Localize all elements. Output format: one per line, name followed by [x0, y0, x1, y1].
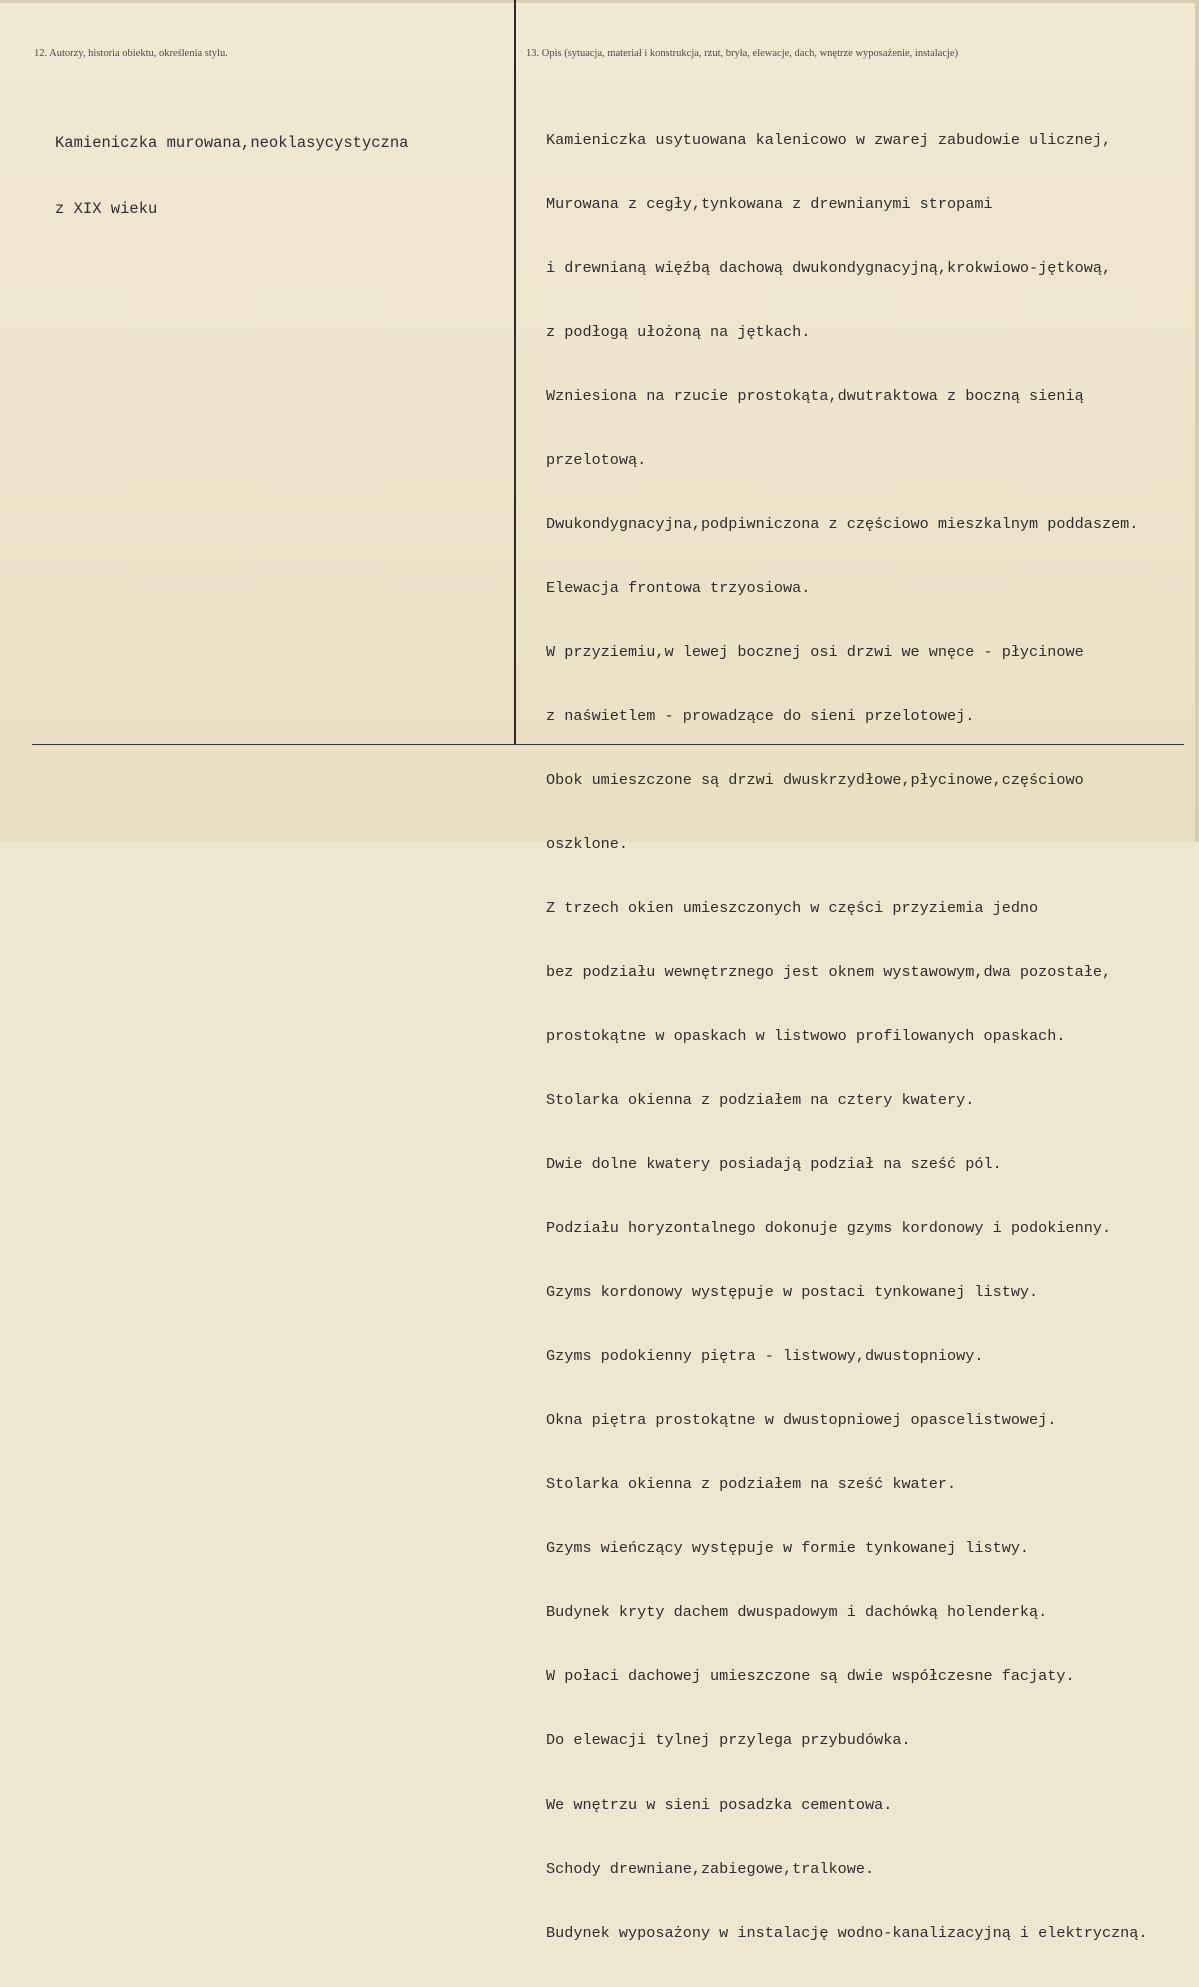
paper-top-edge — [0, 0, 1199, 3]
section-13-line: i drewnianą więźbą dachową dwukondygnacyjną,krokwiowo-jętkową, — [546, 258, 1112, 277]
section-12-line: z XIX wieku — [55, 200, 158, 218]
section-13-line: Gzyms kordonowy występuje w postaci tynkowanej listwy. — [546, 1283, 1039, 1302]
section-13-text — [546, 87, 1196, 1987]
section-13-line: Elewacja frontowa trzyosiowa. — [546, 578, 811, 597]
section-13-line: Do elewacji tylnej przylega przybudówka. — [546, 1731, 911, 1750]
section-12-line: Kamieniczka murowana,neoklasycystyczna — [55, 134, 409, 152]
section-13-line: przelotową. — [546, 450, 647, 469]
section-12-text — [55, 88, 408, 264]
section-13-line: Podziału horyzontalnego dokonuje gzyms kordonowy i podokienny. — [546, 1219, 1112, 1238]
section-13-line: Dwukondygnacyjna,podpiwniczona z częściowo mieszkalnym poddaszem. — [546, 514, 1139, 533]
section-13-line: bez podziału wewnętrznego jest oknem wystawowym,dwa pozostałe, — [546, 963, 1112, 982]
section-13-line: Wzniesiona na rzucie prostokąta,dwutraktowa z boczną sienią — [546, 386, 1084, 405]
section-13-line: Dwie dolne kwatery posiadają podział na sześć pól. — [546, 1155, 1002, 1174]
section-13-line: Okna piętra prostokątne w dwustopniowej opascelistwowej. — [546, 1411, 1057, 1430]
section-13-line: z podłogą ułożoną na jętkach. — [546, 322, 811, 341]
section-13-line: oszklone. — [546, 835, 629, 854]
section-13-line: prostokątne w opaskach w listwowo profilowanych opaskach. — [546, 1027, 1066, 1046]
section-13-line: Kamieniczka usytuowana kalenicowo w zwarej zabudowie ulicznej, — [546, 130, 1112, 149]
section-13-line: Stolarka okienna z podziałem na cztery kwatery. — [546, 1091, 975, 1110]
section-13-line: Gzyms podokienny piętra - listwowy,dwustopniowy. — [546, 1347, 984, 1366]
section-13-line: W połaci dachowej umieszczone są dwie współczesne facjaty. — [546, 1667, 1075, 1686]
section-13-line: Murowana z cegły,tynkowana z drewnianymi stropami — [546, 194, 993, 213]
section-13-line: Budynek kryty dachem dwuspadowym i dachówką holenderką. — [546, 1603, 1048, 1622]
section-13-line: We wnętrzu w sieni posadzka cementowa. — [546, 1795, 893, 1814]
column-divider — [514, 0, 516, 744]
section-13-line: Obok umieszczone są drzwi dwuskrzydłowe,płycinowe,częściowo — [546, 771, 1084, 789]
section-13-line: Schody drewniane,zabiegowe,tralkowe. — [546, 1859, 875, 1878]
section-13-line: W przyziemiu,w lewej bocznej osi drzwi we wnęce - płycinowe — [546, 642, 1084, 661]
section-13-line: Budynek wyposażony w instalację wodno-kanalizacyjną i elektryczną. — [546, 1923, 1148, 1942]
section-13-line: Gzyms wieńczący występuje w formie tynkowanej listwy. — [546, 1539, 1030, 1558]
section-13-line: Z trzech okien umieszczonych w części przyziemia jedno — [546, 899, 1039, 918]
section-13-line: Stolarka okienna z podziałem na sześć kwater. — [546, 1475, 957, 1494]
section-12-label: 12. Autorzy, historia obiektu, określenia stylu. — [34, 48, 228, 59]
section-13-label: 13. Opis (sytuacja, materiał i konstrukcja, rzut, bryła, elewacje, dach, wnętrze wyposażenie, instalacje) — [526, 48, 959, 59]
section-13-line: z naświetlem - prowadzące do sieni przelotowej. — [546, 706, 975, 725]
